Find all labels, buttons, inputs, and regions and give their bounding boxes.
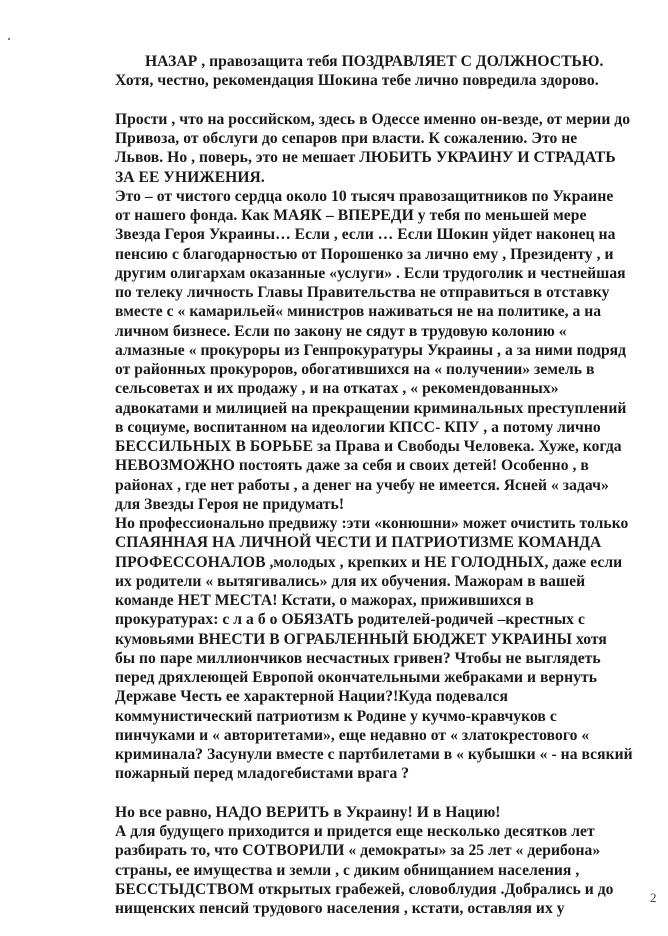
text-line: другим олигархам оказанные «услуги» . Если трудоголик и честнейшая — [115, 264, 626, 282]
document-heading: НАЗАР , правозащита тебя ПОЗДРАВЛЯЕТ С ДОЛЖНОСТЬЮ. — [145, 53, 604, 70]
text-line: СПАЯННАЯ НА ЛИЧНОЙ ЧЕСТИ И ПАТРИОТИЗМЕ КОМАНДА — [115, 534, 602, 552]
text-line: разбирать то, что СОТВОРИЛИ « демократы» за 25 лет « дерибона» — [115, 842, 601, 860]
text-line: сельсоветах и их продажу , и на откатах , « рекомендованных» — [115, 380, 559, 398]
text-line: кумовьями ВНЕСТИ В ОГРАБЛЕННЫЙ БЮДЖЕТ УКРАИНЫ хотя — [115, 630, 607, 648]
text-line: коммунистический патриотизм к Родине у кучмо-кравчуков с — [115, 707, 557, 725]
blank-line — [115, 91, 655, 110]
text-line: Но все равно, НАДО ВЕРИТЬ в Украину! И в Нацию! — [115, 803, 501, 821]
text-line: от районных прокуроров, обогатившихся на « получении» земель в — [115, 361, 595, 378]
text-line: по телеку личность Главы Правительства не отправиться в отставку — [115, 284, 610, 301]
text-line: пинчуками и « авторитетами», еще недавно от « златокрестового « — [115, 726, 590, 744]
text-line: БЕССИЛЬНЫХ В БОРЬБЕ за Права и Свободы Человека. Хуже, когда — [115, 438, 622, 455]
text-line: Хотя, честно, рекомендация Шокина тебе лично повредила здорово. — [115, 72, 599, 90]
text-line: страны, ее имущества и земли , с диким обнищанием населения , — [115, 861, 580, 879]
text-line: Державе Честь ее характерной Нации?!Куда подевался — [115, 688, 508, 706]
text-line: ЗА ЕЕ УНИЖЕНИЯ. — [115, 168, 265, 186]
text-line: Звезда Героя Украины… Если , если … Если Шокин уйдет наконец на — [115, 226, 616, 244]
page-number: 2 — [650, 890, 657, 905]
text-line: Львов. Но , поверь, это не мешает ЛЮБИТЬ УКРАИНУ И СТРАДАТЬ — [115, 149, 616, 167]
text-line: А для будущего приходится и придется еще несколько десятков лет — [115, 823, 595, 840]
text-line: нищенских пенсий трудового населения , кстати, оставляя их у — [115, 900, 565, 917]
blank-line — [115, 784, 655, 803]
text-line: алмазные « прокуроры из Генпрокуратуры Украины , а за ними подряд — [115, 341, 627, 359]
text-line: криминала? Засунули вместе с партбилетами в « кубышки « - на всякий — [115, 746, 633, 763]
text-line: вместе с « камарильей« министров наживаться не на политике, а на — [115, 303, 602, 321]
text-line: прокуратурах: с л а б о ОБЯЗАТЬ родителей-родичей –крестных с — [115, 611, 585, 629]
text-line: бы по паре миллиончиков несчастных гривен? Чтобы не выглядеть — [115, 649, 601, 667]
text-line: Прости , что на российском, здесь в Одессе именно он-везде, от мерии до — [115, 110, 631, 128]
text-line: в социуме, воспитанном на идеологии КПСС- КПУ , а потому лично — [115, 418, 601, 436]
text-line: БЕССТЫДСТВОМ открытых грабежей, словоблудия .Добрались и до — [115, 880, 614, 898]
text-line: ПРОФЕССОНАЛОВ ,молодых , крепких и НЕ ГОЛОДНЫХ, даже если — [115, 553, 623, 571]
text-line: Но профессионально предвижу :эти «конюшни» может очистить только — [115, 515, 629, 532]
text-line: пенсию с благодарностью от Порошенко за лично ему , Президенту , и — [115, 245, 614, 263]
scan-speck — [8, 38, 10, 40]
text-line: пожарный перед младогебистами врага ? — [115, 765, 410, 783]
text-line: районах , где нет работы , а денег на учебу не имеется. Ясней « задач» — [115, 476, 609, 494]
text-line: команде НЕТ МЕСТА! Кстати, о мажорах, прижившихся в — [115, 592, 534, 609]
text-line: личном бизнесе. Если по закону не сядут в трудовую колонию « — [115, 322, 567, 340]
text-line: Это – от чистого сердца около 10 тысяч правозащитников по Украине — [115, 187, 614, 205]
text-line: перед дряхлеющей Европой окончательными жебраками и вернуть — [115, 669, 598, 686]
text-line: их родители « вытягивались» для их обучения. Мажорам в вашей — [115, 572, 586, 590]
document-body — [115, 52, 655, 918]
text-line: для Звезды Героя не придумать! — [115, 495, 345, 513]
text-line: от нашего фонда. Как МАЯК – ВПЕРЕДИ у тебя по меньшей мере — [115, 207, 587, 224]
text-line: НЕВОЗМОЖНО постоять даже за себя и своих детей! Особенно , в — [115, 457, 589, 475]
text-line: адвокатами и милицией на прекращении криминальных преступлений — [115, 399, 627, 417]
text-line: Привоза, от обслуги до сепаров при власти. К сожалению. Это не — [115, 130, 578, 147]
